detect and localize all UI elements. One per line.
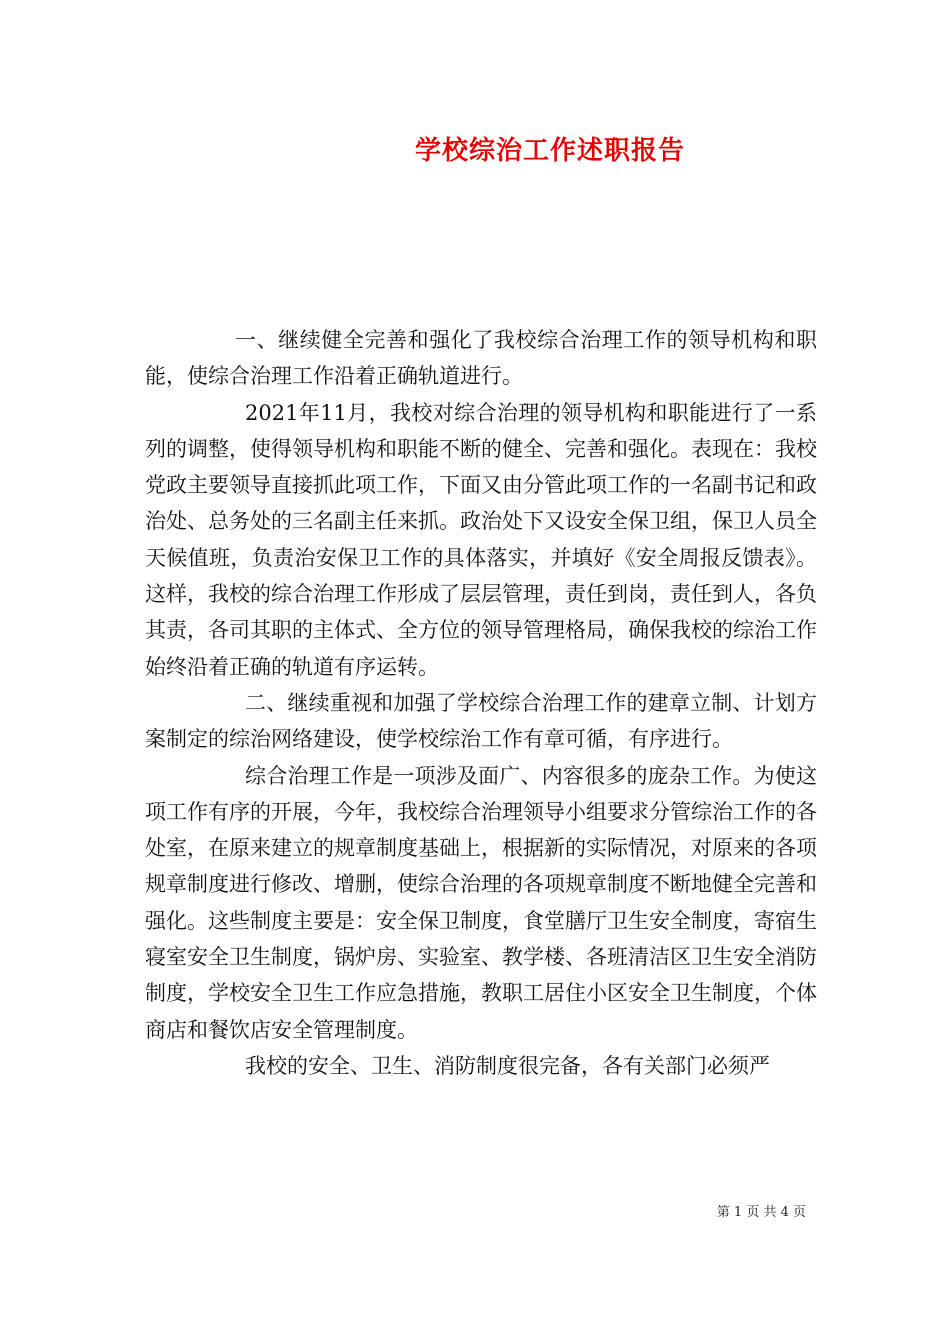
document-title: 学校综治工作述职报告: [414, 136, 685, 166]
page-number-footer: 第 1 页 共 4 页: [716, 1205, 806, 1220]
paragraph-section-2-heading: 二、继续重视和加强了学校综合治理工作的建章立制、计划方案制定的综治网络建设，使学校综治工作有章可循，有序进行。: [145, 690, 817, 752]
paragraph-section-1-heading: 一、继续健全完善和强化了我校综合治理工作的领导机构和职能，使综合治理工作沿着正确轨道进行。: [145, 328, 817, 389]
paragraph-section-2-continued: 我校的安全、卫生、消防制度很完备，各有关部门必须严: [245, 1053, 770, 1078]
paragraph-section-2-body: 综合治理工作是一项涉及面广、内容很多的庞杂工作。为使这项工作有序的开展，今年，我校综合治理领导小组要求分管综治工作的各处室，在原来建立的规章制度基础上，根据新的实际情况，对原来的各项规章制度进行修改、增删，使综合治理的各项规章制度不断地健全完善和强化。这些制度主要是：安全保卫制度，食堂膳厅卫生安全制度，寄宿生寝室安全卫生制度，锅炉房、实验室、教学楼、各班清洁区卫生安全消防制度，学校安全卫生工作应急措施，教职工居住小区安全卫生制度，个体商店和餐饮店安全管理制度。: [145, 763, 817, 1042]
paragraph-section-1-body: 2021年11月，我校对综合治理的领导机构和职能进行了一系列的调整，使得领导机构和职能不断的健全、完善和强化。表现在：我校党政主要领导直接抓此项工作，下面又由分管此项工作的一名副书记和政治处、总务处的三名副主任来抓。政治处下又设安全保卫组，保卫人员全天候值班，负责治安保卫工作的具体落实，并填好《安全周报反馈表》。这样，我校的综合治理工作形成了层层管理，责任到岗，责任到人，各负其责，各司其职的主体式、全方位的领导管理格局，确保我校的综治工作始终沿着正确的轨道有序运转。: [145, 400, 817, 679]
document-body: [145, 322, 817, 1084]
